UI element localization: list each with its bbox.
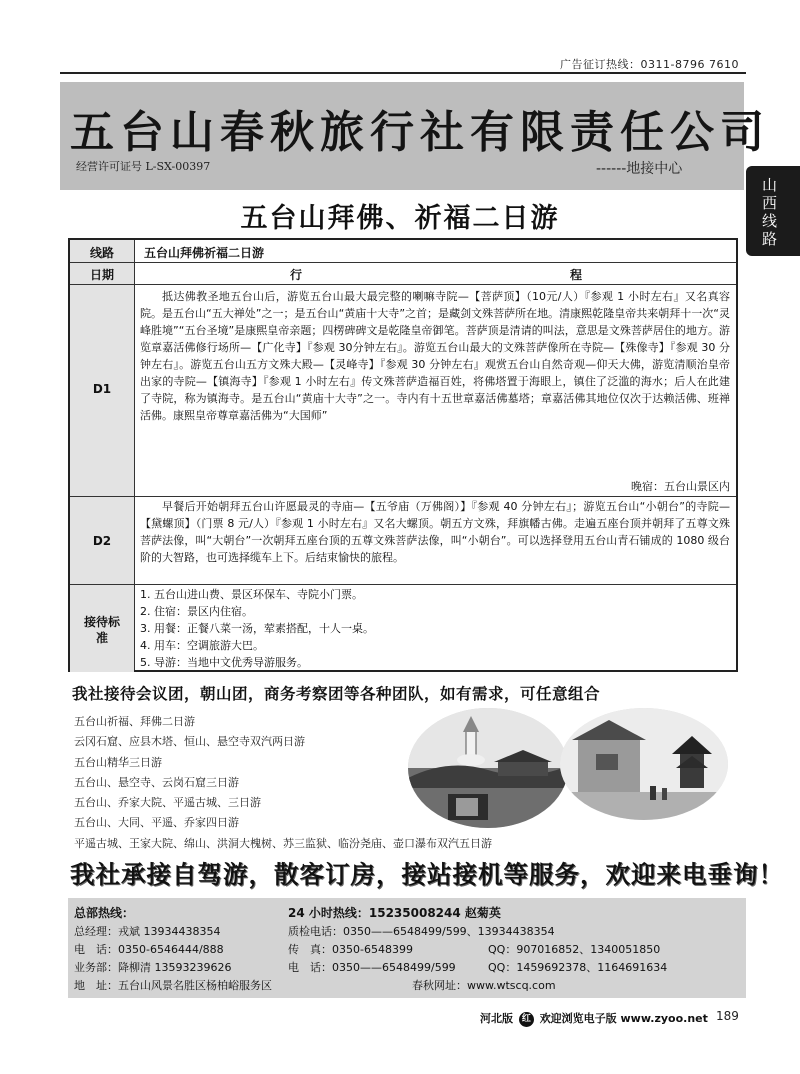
- group-services-text: 我社接待会议团，朝山团，商务考察团等各种团队，如有需求，可任意组合: [72, 685, 601, 703]
- company-name: 五台山春秋旅行社有限责任公司: [70, 107, 770, 158]
- contact-panel: [68, 898, 746, 998]
- day-1-itinerary: 抵达佛教圣地五台山后，游览五台山最大最完整的喇嘛寺院—【菩萨顶】（10元/人）『参观 1 小时左右』又名真容院。是五台山“五大禅处”之一；是五台山“黄庙十大寺”之首；是藏剑文殊菩萨所在地。清康熙乾隆皇帝共来朝拜十一次“灵峰胜境”“五台圣境”是康熙皇帝亲题；四楞碑碑文是乾隆皇帝御笔。菩萨顶是清请的叫法，意思是文殊菩萨居住的地方。游览章嘉活佛修行场所—【广化寺】『参观 30分钟左右』。游览五台山最大的文殊菩萨像所在寺院—【殊像寺】『参观 30 分钟左右』。游览五台山五方文殊大殿—【灵峰寺】『参观 30 分钟左右』观赏五台山自然奇观—仰天大佛，游览清顺治皇帝出家的寺院—【镇海寺】『参观 1 小时左右』传文殊菩萨造福百姓，将佛塔置于海眼上，镇住了泛滥的海水；后人在此建了寺院，称为镇海寺。是五台山“黄庙十大寺”之一。寺内有十五世章嘉活佛墓塔；章嘉活佛其地位仅次于达赖活佛、班禅活佛。康熙皇帝尊章嘉活佛为“大国师”: [140, 290, 730, 422]
- phone-number: 电 话：0350-6546444/888: [74, 943, 224, 956]
- hq-hotline-label: 总部热线：: [74, 906, 135, 920]
- day-label: D1: [70, 382, 134, 396]
- quality-phone: 质检电话：0350——6548499/599、13934438354: [288, 925, 555, 938]
- column-xing: 行: [290, 268, 303, 282]
- day-2-itinerary: 早餐后开始朝拜五台山许愿最灵的寺庙—【五爷庙（万佛阁）】『参观 40 分钟左右』；游览五台山“小朝台”的寺院—【黛螺顶】（门票 8 元/人）『参观 1 小时左右』又名大螺顶。朝五方文殊，拜旗幡古佛。走遍五座台顶并朝拜了五尊文殊菩萨法像，叫“大朝台”一次朝拜五座台顶的五尊文殊菩萨法像，叫“小朝台”。可以选择登用五台山青石铺成的 1080 级台阶的大智路，也可选择缆车上下。后结束愉快的旅程。: [140, 500, 730, 564]
- red-badge-icon: 红: [519, 1012, 534, 1027]
- qq-numbers: QQ：907016852、1340051850: [488, 943, 661, 956]
- services-slogan: 我社承接自驾游，散客订房，接站接机等服务，欢迎来电垂询！: [70, 860, 784, 889]
- standard-item: 2. 住宿：景区内住宿。: [140, 605, 253, 618]
- side-tab-label: 山西线路: [762, 176, 778, 248]
- edition-label: 河北版: [480, 1012, 513, 1025]
- route-item[interactable]: 五台山精华三日游: [74, 755, 162, 769]
- itinerary-table: [68, 238, 738, 672]
- day-1-lodging: 晚宿：五台山景区内: [631, 480, 730, 493]
- qq-numbers-2: QQ：1459692378、1164691634: [488, 961, 668, 974]
- standard-item: 3. 用餐：正餐八菜一汤，荤素搭配，十人一桌。: [140, 622, 374, 635]
- standard-item: 5. 导游：当地中文优秀导游服务。: [140, 656, 308, 669]
- standards-list: [140, 586, 730, 671]
- row-divider: [70, 584, 736, 585]
- website[interactable]: 春秋网址：www.wtscq.com: [412, 979, 556, 992]
- page-number: 189: [716, 1009, 739, 1023]
- hotline-24h: 24 小时热线：15235008244 赵菊英: [288, 906, 501, 920]
- label-column-shade: [70, 240, 134, 672]
- row-divider: [70, 262, 736, 263]
- route-item[interactable]: 云冈石窟、应县木塔、恒山、悬空寺双汽两日游: [74, 735, 305, 749]
- row-divider: [70, 496, 736, 497]
- edition-link[interactable]: 欢迎浏览电子版 www.zyoo.net: [539, 1012, 708, 1025]
- column-divider: [134, 240, 135, 670]
- footer-edition: [480, 1010, 708, 1027]
- date-label: 日期: [70, 266, 134, 283]
- route-item[interactable]: 五台山祈福、拜佛二日游: [74, 715, 195, 728]
- ad-hotline: 广告征订热线：0311-8796 7610: [560, 58, 739, 71]
- business-dept: 业务部：降柳清 13593239626: [74, 961, 232, 974]
- temple-photo-gate: [560, 708, 728, 820]
- day-label: D2: [70, 534, 134, 548]
- row-divider: [70, 284, 736, 285]
- license-number: 经营许可证号 L-SX-00397: [76, 160, 211, 173]
- column-cheng: 程: [570, 268, 583, 282]
- standard-item: 4. 用车：空调旅游大巴。: [140, 639, 264, 652]
- standards-label: 接待标准: [83, 615, 120, 645]
- top-divider: [60, 72, 746, 74]
- reception-center-label: ------地接中心: [596, 161, 683, 177]
- temple-photo-pagoda: [408, 708, 568, 828]
- route-label: 线路: [70, 244, 134, 261]
- standard-item: 1. 五台山进山费、景区环保车、寺院小门票。: [140, 588, 363, 601]
- route-item[interactable]: 平遥古城、王家大院、绵山、洪洞大槐树、苏三监狱、临汾尧庙、壶口瀑布双汽五日游: [74, 836, 492, 850]
- route-value: 五台山拜佛祈福二日游: [144, 246, 265, 260]
- route-item[interactable]: 五台山、乔家大院、平遥古城、三日游: [74, 796, 261, 810]
- general-manager: 总经理：戎斌 13934438354: [74, 925, 221, 938]
- fax-number: 传 真：0350-6548399: [288, 943, 413, 956]
- route-item[interactable]: 五台山、大同、平遥、乔家四日游: [74, 816, 239, 830]
- address: 地 址：五台山风景名胜区杨柏峪服务区: [74, 979, 272, 992]
- route-item[interactable]: 五台山、悬空寺、云岗石窟三日游: [74, 775, 239, 789]
- phone-number-2: 电 话：0350——6548499/599: [288, 961, 456, 974]
- tour-title: 五台山拜佛、祈福二日游: [240, 203, 560, 234]
